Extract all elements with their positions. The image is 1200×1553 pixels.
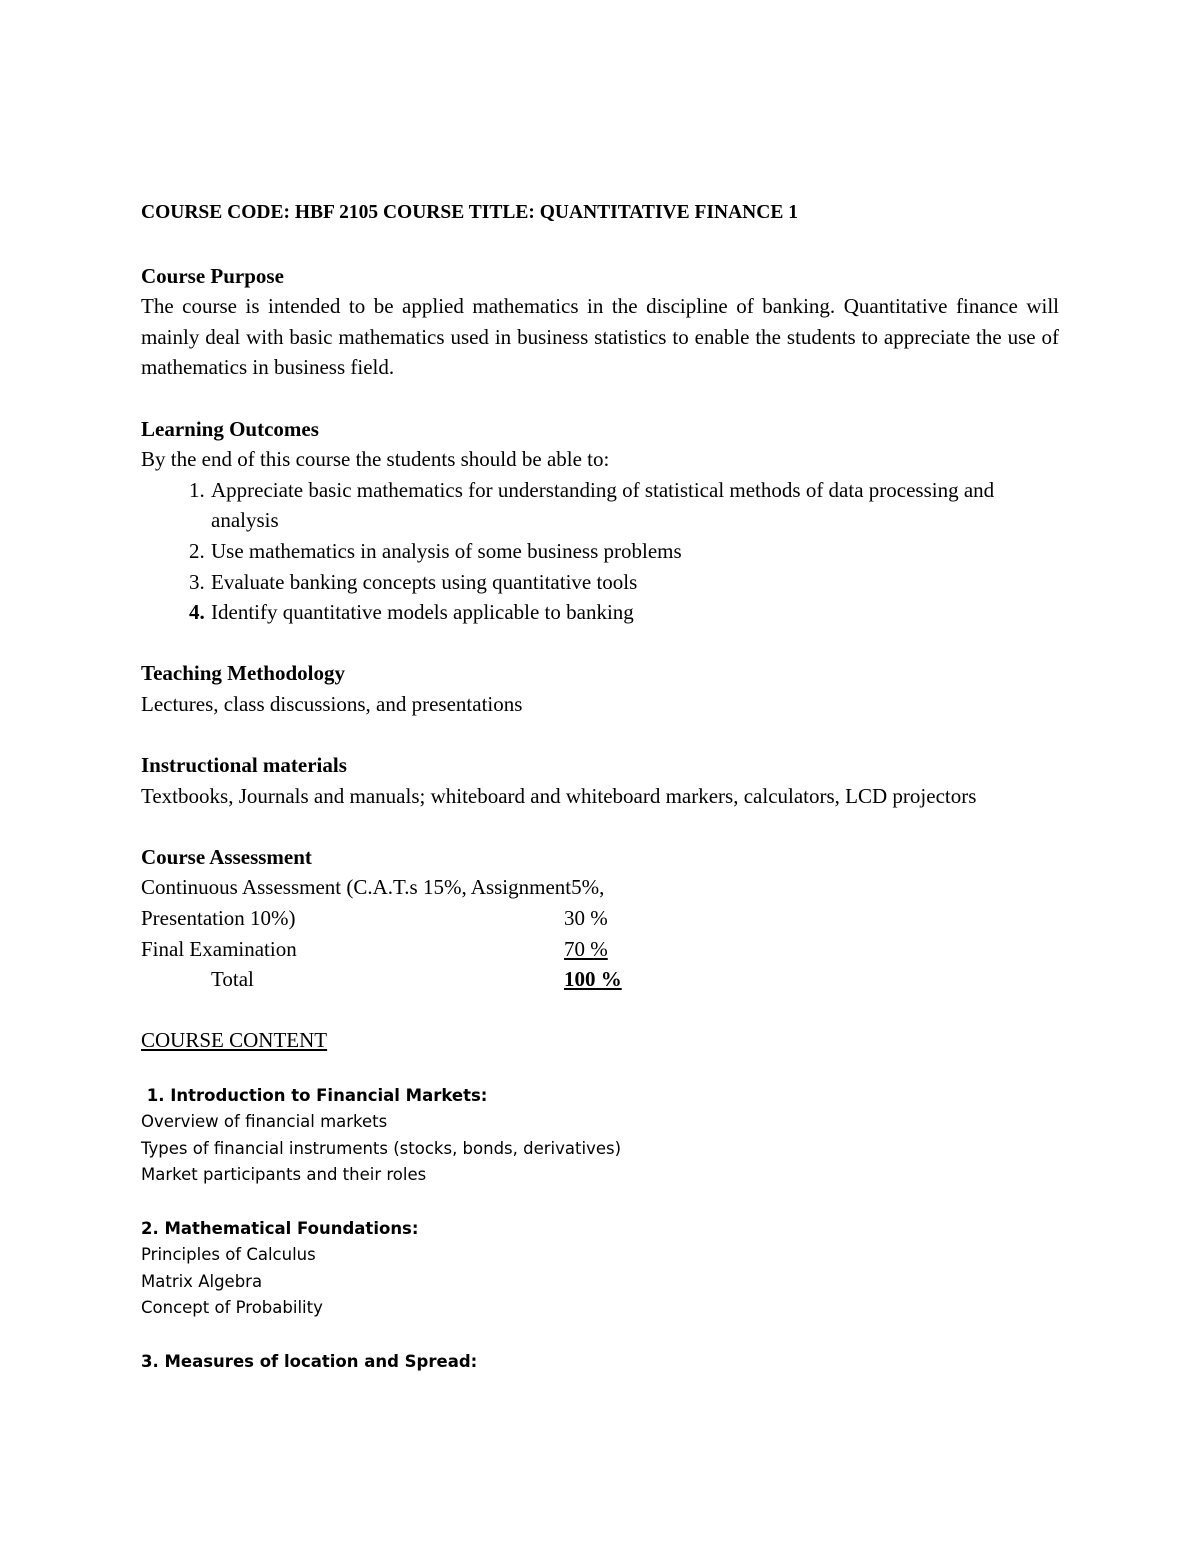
list-item: [141, 475, 1059, 536]
spacer: [141, 230, 1059, 261]
content-section-title: 3. Measures of location and Spread:: [141, 1351, 478, 1371]
list-item-text: Identify quantitative models applicable to banking: [211, 600, 634, 625]
instructional-materials-text: Textbooks, Journals and manuals; whiteboard and whiteboard markers, calculators, LCD projectors: [141, 783, 977, 808]
course-purpose-text: The course is intended to be applied mathematics in the discipline of banking. Quantitative finance will mainly deal with basic mathematics used in business statistics to enable the students to appreciate the use of mathematics in business field.: [141, 294, 1059, 380]
list-item: [141, 567, 1059, 598]
assessment-value: 70 %: [564, 936, 608, 961]
spacer: [141, 1056, 1059, 1083]
spacer: [141, 720, 1059, 751]
learning-outcomes-heading: Learning Outcomes: [141, 416, 319, 441]
learning-outcomes-intro: By the end of this course the students should be able to:: [141, 447, 610, 472]
instructional-materials-heading: Instructional materials: [141, 753, 347, 778]
spacer: [141, 383, 1059, 414]
assessment-total-value: 100 %: [564, 967, 622, 992]
list-item-text: Evaluate banking concepts using quantitative tools: [211, 569, 638, 594]
list-item-number: 3.: [189, 569, 205, 594]
content-item: Concept of Probability: [141, 1298, 323, 1318]
document-page: [141, 196, 1059, 1375]
list-item-number: 1.: [189, 477, 205, 502]
course-content-heading: COURSE CONTENT: [141, 1028, 328, 1053]
spacer: [141, 811, 1059, 842]
assessment-row-final: [141, 934, 1059, 965]
list-item: [141, 597, 1059, 628]
content-item: Matrix Algebra: [141, 1271, 263, 1291]
content-item: Types of financial instruments (stocks, bonds, derivatives): [141, 1138, 622, 1158]
content-section-title: 1. Introduction to Financial Markets:: [141, 1085, 488, 1105]
assessment-row-total: [141, 964, 1059, 995]
list-item: [141, 536, 1059, 567]
assessment-label: Final Examination: [141, 936, 297, 961]
teaching-methodology-heading: Teaching Methodology: [141, 661, 345, 686]
assessment-row-ca: [141, 903, 1059, 934]
assessment-value: 30 %: [564, 906, 608, 931]
assessment-line-1: Continuous Assessment (C.A.T.s 15%, Assignment5%,: [141, 875, 605, 900]
spacer: [141, 1189, 1059, 1216]
course-assessment-heading: Course Assessment: [141, 844, 312, 869]
spacer: [141, 1322, 1059, 1349]
list-item-number: 4.: [189, 600, 205, 625]
list-item-text: Use mathematics in analysis of some business problems: [211, 538, 682, 563]
teaching-methodology-text: Lectures, class discussions, and presentations: [141, 691, 523, 716]
content-item: Principles of Calculus: [141, 1245, 316, 1265]
content-item: Market participants and their roles: [141, 1165, 427, 1185]
content-section-title: 2. Mathematical Foundations:: [141, 1218, 419, 1238]
course-title-line: COURSE CODE: HBF 2105 COURSE TITLE: QUANTITATIVE FINANCE 1: [141, 202, 798, 223]
assessment-total-label: Total: [211, 967, 254, 992]
course-purpose-heading: Course Purpose: [141, 263, 284, 288]
assessment-label: Presentation 10%): [141, 906, 296, 931]
list-item-number: 2.: [189, 538, 205, 563]
list-item-text: Appreciate basic mathematics for understanding of statistical methods of data processing and analysis: [211, 477, 995, 533]
spacer: [141, 628, 1059, 659]
spacer: [141, 995, 1059, 1026]
content-item: Overview of financial markets: [141, 1112, 388, 1132]
learning-outcomes-list: [141, 475, 1059, 628]
